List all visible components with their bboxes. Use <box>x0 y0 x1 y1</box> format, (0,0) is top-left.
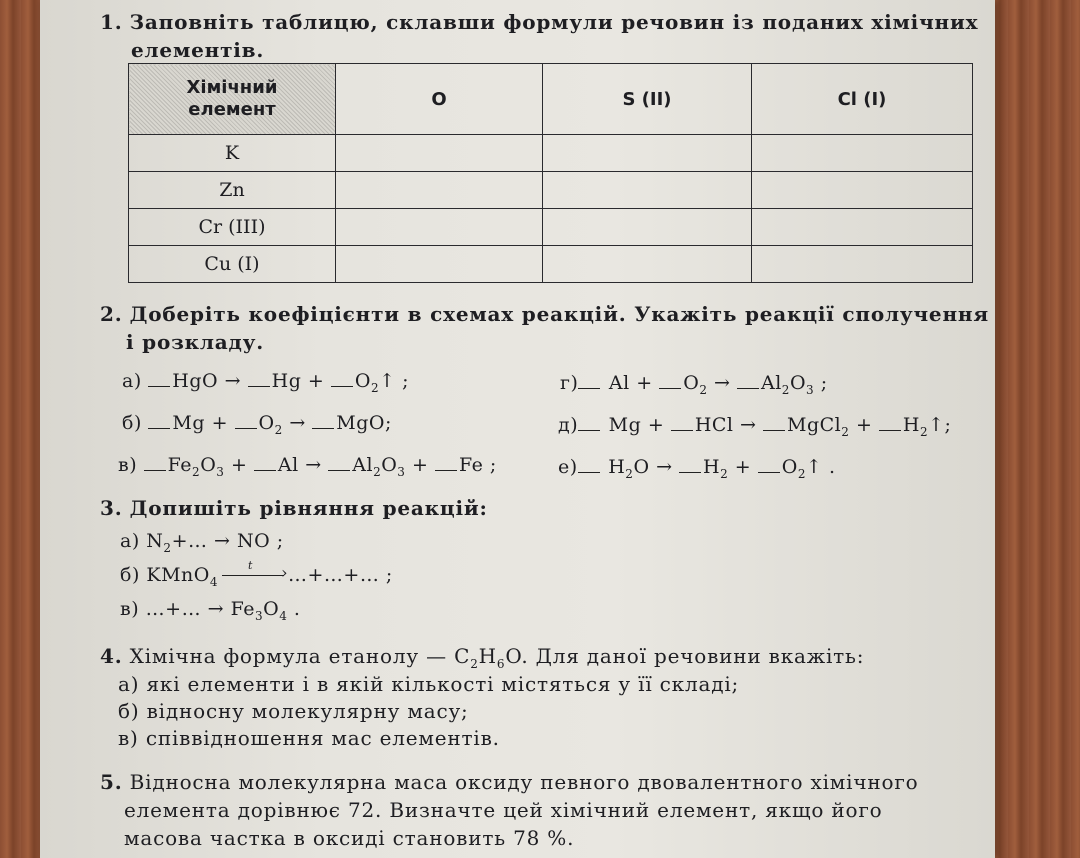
formula-text: O <box>789 372 807 394</box>
answer-blank[interactable] <box>879 429 901 431</box>
formula-text: → <box>289 412 306 434</box>
table-cell-empty[interactable] <box>336 172 543 209</box>
formula-text: C <box>454 644 471 668</box>
formula-text: HgO <box>172 370 219 392</box>
subscript: 2 <box>699 382 708 397</box>
formula-text: → <box>224 370 242 392</box>
answer-blank[interactable] <box>679 471 701 473</box>
formula-text: а) <box>122 370 142 392</box>
row-element: Zn <box>129 172 336 209</box>
answer-blank[interactable] <box>254 469 276 471</box>
formula-text: Mg <box>608 414 642 436</box>
q4-c: в) співвідношення мас елементів. <box>118 726 500 750</box>
q5-number: 5. <box>100 770 123 794</box>
formula-text: + <box>647 414 665 436</box>
formula-text: O <box>633 456 650 478</box>
q2-line2: і розкладу. <box>126 330 265 354</box>
formula-text: MgO <box>336 412 385 434</box>
q1-text: Заповніть таблицю, склавши формули речовин із поданих хімічних <box>129 10 979 34</box>
q1-line2: елементів. <box>131 38 265 62</box>
formula-text: + <box>734 456 752 478</box>
formula-text: MgCl <box>787 414 842 436</box>
reaction-a <box>122 370 409 395</box>
subscript: 4 <box>279 608 288 623</box>
answer-blank[interactable] <box>144 469 166 471</box>
table-cell-empty[interactable] <box>543 135 752 172</box>
header-element-line2: елемент <box>188 99 276 120</box>
formula-text: H <box>478 644 497 668</box>
formula-text: + <box>855 414 873 436</box>
formula-text: в) <box>118 454 138 476</box>
table-cell-empty[interactable] <box>543 172 752 209</box>
table-cell-empty[interactable] <box>752 135 973 172</box>
subscript: 2 <box>841 424 850 439</box>
row-element: Cr (III) <box>129 209 336 246</box>
formula-text: HCl <box>694 414 734 436</box>
table-cell-empty[interactable] <box>752 172 973 209</box>
formula-text: ; <box>820 372 828 394</box>
formula-text: …+… → Fe <box>145 598 255 620</box>
table-row <box>129 172 973 209</box>
formula-text: → <box>305 454 322 476</box>
formula-text: → <box>740 414 757 436</box>
formula-text: ; <box>384 412 392 434</box>
formula-text: ↑ <box>379 370 396 392</box>
header-sulfur: S (II) <box>543 64 752 135</box>
answer-blank[interactable] <box>248 385 270 387</box>
subscript: 2 <box>720 466 729 481</box>
q1-line1 <box>100 10 978 34</box>
q4-b: б) відносну молекулярну масу; <box>118 699 469 723</box>
reaction-c <box>118 454 497 479</box>
header-element <box>129 64 336 135</box>
subscript: 2 <box>797 466 806 481</box>
row-element: K <box>129 135 336 172</box>
subscript: 2 <box>163 540 172 555</box>
formula-text: O <box>258 412 275 434</box>
formula-text: б) <box>120 564 140 586</box>
answer-blank[interactable] <box>578 429 600 431</box>
table-cell-empty[interactable] <box>543 209 752 246</box>
formula-text: ; <box>402 370 409 392</box>
formula-text: O <box>505 644 522 668</box>
formula-text: Al <box>760 372 782 394</box>
formula-text: O <box>200 454 217 476</box>
answer-blank[interactable] <box>737 387 759 389</box>
formula-text: ↑ <box>805 456 823 478</box>
q5-line3: масова частка в оксиді становить 78 %. <box>124 826 575 850</box>
formula-text: Al <box>608 372 630 394</box>
formula-text: O <box>781 456 798 478</box>
answer-blank[interactable] <box>578 387 600 389</box>
formula-text: а) <box>120 530 140 552</box>
formula-text: KMnO <box>146 564 210 586</box>
table-cell-empty[interactable] <box>543 246 752 283</box>
formula-text: +… → NO ; <box>171 530 284 552</box>
subscript: 4 <box>209 574 219 589</box>
formula-text: Al <box>277 454 299 476</box>
header-element-line1: Хімічний <box>186 77 278 98</box>
q5-line1 <box>100 770 918 794</box>
formula-text: Хімічна формула етанолу — <box>129 644 455 668</box>
reaction-e <box>558 414 951 439</box>
answer-blank[interactable] <box>148 385 170 387</box>
header-oxygen: O <box>336 64 543 135</box>
formula-text: е) <box>558 456 578 478</box>
answer-blank[interactable] <box>328 469 350 471</box>
formula-text: + <box>636 372 653 394</box>
answer-blank[interactable] <box>671 429 693 431</box>
q3-text: Допишіть рівняння реакцій: <box>129 496 488 520</box>
reaction-d <box>560 372 828 397</box>
table-row <box>129 246 973 283</box>
table-row <box>129 209 973 246</box>
formula-text: + <box>211 412 228 434</box>
formula-text: + <box>307 370 325 392</box>
table-cell-empty[interactable] <box>752 246 973 283</box>
table-cell-empty[interactable] <box>336 135 543 172</box>
formula-text: O <box>354 370 371 392</box>
formula-text: . Для даної речовини вкажіть: <box>521 644 865 668</box>
q2-line1 <box>100 302 989 326</box>
formula-text: г) <box>560 372 579 394</box>
q4-line1 <box>100 644 864 671</box>
formula-text: + <box>230 454 248 476</box>
q3-c <box>120 598 300 623</box>
subscript: 2 <box>370 380 380 395</box>
formula-text: t <box>248 559 253 572</box>
answer-blank[interactable] <box>659 387 681 389</box>
table-cell-empty[interactable] <box>752 209 973 246</box>
formula-text: Hg <box>271 370 302 392</box>
subscript: 3 <box>216 464 225 479</box>
formula-text: в) <box>120 598 140 620</box>
formula-text: . <box>828 456 836 478</box>
answer-blank[interactable] <box>235 427 257 429</box>
subscript: 2 <box>919 424 929 439</box>
formula-table <box>128 63 973 283</box>
reaction-b <box>122 412 392 437</box>
q2-number: 2. <box>100 302 123 326</box>
subscript: 2 <box>625 466 634 481</box>
formula-text: д) <box>558 414 579 436</box>
formula-text: O <box>381 454 398 476</box>
q3-line <box>100 496 488 520</box>
q3-a <box>120 530 284 555</box>
q5-text: Відносна молекулярна маса оксиду певного двовалентного хімічного <box>129 770 919 794</box>
answer-blank[interactable] <box>331 385 353 387</box>
q3-b <box>120 559 393 589</box>
formula-text: H <box>703 456 721 478</box>
formula-text: + <box>411 454 429 476</box>
q1-number: 1. <box>100 10 123 34</box>
formula-text: H <box>608 456 626 478</box>
table-row <box>129 135 973 172</box>
q5-line2: елемента дорівнює 72. Визначте цей хімічний елемент, якщо його <box>124 798 883 822</box>
formula-text: …+…+… ; <box>288 564 393 586</box>
answer-blank[interactable] <box>148 427 170 429</box>
formula-text: ; <box>944 414 952 436</box>
answer-blank[interactable] <box>758 471 780 473</box>
formula-text: Mg <box>172 412 206 434</box>
formula-text: → <box>714 372 731 394</box>
subscript: 6 <box>496 657 506 671</box>
formula-text: б) <box>122 412 142 434</box>
formula-text: H <box>902 414 920 436</box>
subscript: 3 <box>806 382 815 397</box>
q3-number: 3. <box>100 496 123 520</box>
formula-text: → <box>656 456 673 478</box>
formula-text: O <box>263 598 280 620</box>
formula-text: . <box>293 598 301 620</box>
row-element: Cu (I) <box>129 246 336 283</box>
answer-blank[interactable] <box>578 471 600 473</box>
answer-blank[interactable] <box>763 429 785 431</box>
reaction-f <box>558 456 836 481</box>
formula-text: Fe <box>458 454 484 476</box>
answer-blank[interactable] <box>435 469 457 471</box>
subscript: 2 <box>373 464 382 479</box>
formula-text: N <box>146 530 164 552</box>
subscript: 2 <box>470 657 479 671</box>
table-cell-empty[interactable] <box>336 246 543 283</box>
formula-text: Fe <box>167 454 193 476</box>
subscript: 2 <box>192 464 201 479</box>
heat-arrow-icon <box>222 559 284 576</box>
subscript: 3 <box>397 464 406 479</box>
formula-text: ; <box>489 454 497 476</box>
subscript: 2 <box>781 382 790 397</box>
q2-text: Доберіть коефіцієнти в схемах реакцій. Укажіть реакції сполучення <box>129 302 989 326</box>
header-chlorine: Cl (I) <box>752 64 973 135</box>
subscript: 2 <box>274 422 283 437</box>
formula-text: O <box>683 372 700 394</box>
answer-blank[interactable] <box>312 427 334 429</box>
subscript: 3 <box>254 608 264 623</box>
formula-text: Al <box>352 454 374 476</box>
formula-text: ↑ <box>928 414 945 436</box>
q4-a: а) які елементи і в якій кількості містяться у її складі; <box>118 672 740 696</box>
q4-number: 4. <box>100 644 123 668</box>
table-cell-empty[interactable] <box>336 209 543 246</box>
table-header-row <box>129 64 973 135</box>
